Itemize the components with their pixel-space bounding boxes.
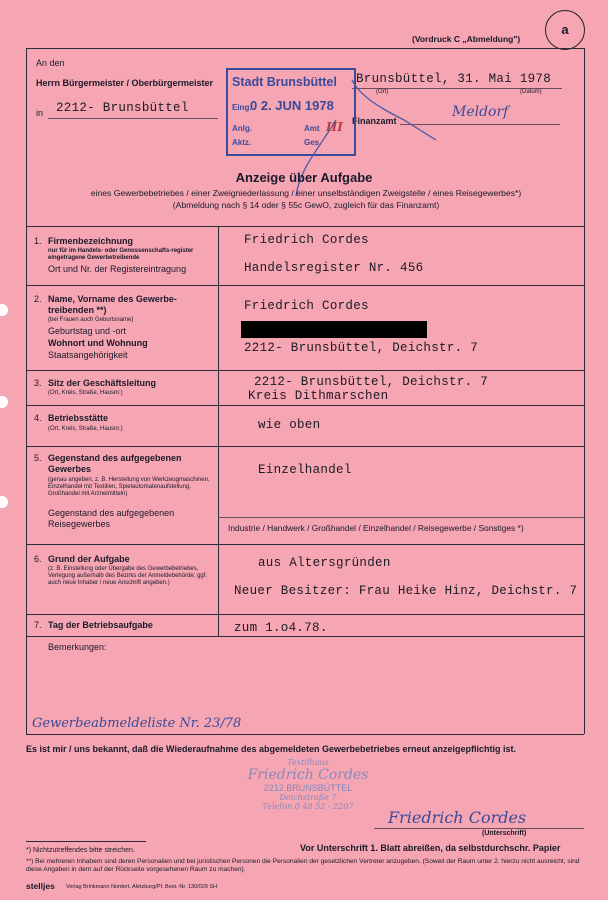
s3-value-1: 2212- Brunsbüttel, Deichstr. 7 <box>254 375 489 389</box>
s3-value-2: Kreis Dithmarschen <box>248 389 389 403</box>
s6-label: Grund der Aufgabe <box>48 554 130 564</box>
s2-label: Name, Vorname des Gewerbe-treibenden **) <box>48 294 177 315</box>
row-divider-6 <box>26 614 584 615</box>
s6-number: 6. <box>34 554 42 564</box>
s2-residence-label: Wohnort und Wohnung <box>48 338 148 348</box>
stamp-anl-label: Anlg. <box>232 124 252 133</box>
footnote-line <box>26 841 146 842</box>
s5-categories: Industrie / Handwerk / Großhandel / Einzelhandel / Reisegewerbe / Sonstiges *) <box>228 523 524 533</box>
form-title: Anzeige über Aufgabe <box>235 170 373 185</box>
signature: Friedrich Cordes <box>388 808 527 827</box>
s5-label-2: Gegenstand des aufgegebenen Reisegewerbes <box>48 508 175 529</box>
seal-street: Deichstraße 7 <box>279 793 337 802</box>
row-divider-4 <box>26 446 584 447</box>
s5-number: 5. <box>34 453 42 463</box>
stamp-ges-label: Ges. <box>304 138 322 147</box>
form-variant-label: (Vordruck C „Abmeldung") <box>412 34 521 44</box>
seal-city: 2212 BRUNSBÜTTEL <box>263 783 353 793</box>
place-date-value: Brunsbüttel, 31. Mai 1978 <box>356 72 552 86</box>
stamp-eing-label: Eing. <box>232 103 252 112</box>
s4-label: Betriebsstätte <box>48 413 109 423</box>
s2-nationality-label: Staatsangehörigkeit <box>48 350 128 360</box>
remarks-label: Bemerkungen: <box>48 642 107 652</box>
form-subtitle-2: (Abmeldung nach § 14 oder § 55c GewO, zugleich für das Finanzamt) <box>172 200 440 210</box>
s2-value-address: 2212- Brunsbüttel, Deichstr. 7 <box>244 341 479 355</box>
finanzamt-label: Finanzamt <box>352 116 397 126</box>
stamp-eing-date: 0 2. JUN 1978 <box>250 98 334 113</box>
footnote-2: **) Bei mehreren Inhabern sind deren Personalien und bei juristischen Personen die Personalien der gesetzlichen Vertreter anzugeben. (Soweit der Raum unter 2. hierzu nicht ausreicht, sind diese Angaben in dem auf der Rückseite vorgesehenen Raum zu machen). <box>26 858 580 873</box>
s5-label: Gegenstand des aufgegebenen Gewerbes <box>48 453 182 474</box>
s5-note: (genau angeben, z. B. Herstellung von Werkzeugmaschinen, Einzelhandel mit Textilien, Spielautomatenaufstellung, Großhandel mit Arzneimitteln) <box>48 477 210 497</box>
s2-birth-label: Geburtstag und -ort <box>48 326 127 336</box>
s3-number: 3. <box>34 378 42 388</box>
s7-value: zum 1.o4.78. <box>234 621 328 635</box>
s2-note: (bei Frauen auch Geburtsname) <box>48 317 134 323</box>
addressee-in-label: in <box>36 108 44 118</box>
s7-number: 7. <box>34 620 42 630</box>
row-divider-3 <box>26 405 584 406</box>
s3-label: Sitz der Geschäftsleitung <box>48 378 157 388</box>
seal-name: Friedrich Cordes <box>247 767 369 783</box>
company-seal <box>238 758 378 811</box>
s2-redacted-birthdate <box>241 321 427 338</box>
row-divider-7 <box>26 636 584 637</box>
publisher-brand: stelljes <box>26 881 55 891</box>
s6-value-2: Neuer Besitzer: Frau Heike Hinz, Deichstr. 7 <box>234 584 578 598</box>
s1-value-1: Friedrich Cordes <box>244 233 369 247</box>
row-divider-2 <box>26 370 584 371</box>
signature-line <box>374 828 584 829</box>
s6-value-1: aus Altersgründen <box>258 556 391 570</box>
s2-value-name: Friedrich Cordes <box>244 299 369 313</box>
s1-number: 1. <box>34 236 42 246</box>
form-subtitle-1: eines Gewerbebetriebes / einer Zweigniederlassung / einer unselbständigen Zweigstelle / eines Reisegewerbes*) <box>90 188 522 198</box>
table-top-line <box>26 226 584 227</box>
s5-value: Einzelhandel <box>258 463 352 477</box>
stamp-title: Stadt Brunsbüttel <box>232 75 337 89</box>
seal-phone: Telefon 0 48 52 - 2207 <box>262 802 354 811</box>
s1-note: nur für im Handels- oder Genossenschafts-register eingetragene Gewerbetreibende <box>48 248 194 261</box>
row-divider-5 <box>26 544 584 545</box>
row-5-inner-line <box>218 517 584 518</box>
date-label: (Datum) <box>520 89 542 95</box>
footer-statement: Es ist mir / uns bekannt, daß die Wiederaufnahme des abgemeldeten Gewerbebetriebes erneut anzeigepflichtig ist. <box>26 744 517 754</box>
place-label: (Ort) <box>376 89 389 95</box>
stamp-akt-label: Aktz. <box>232 138 252 147</box>
s6-note: (z. B. Einstellung oder Übergabe des Gewerbebetriebes, Verlegung außerhalb des Bezirks der Anmeldebehörde; ggf. auch neue Inhaber / neue Anschrift angeben.) <box>48 566 208 586</box>
signature-label: (Unterschrift) <box>482 830 527 837</box>
s2-number: 2. <box>34 294 42 304</box>
addressee-an-den: An den <box>36 58 65 68</box>
table-column-divider <box>218 226 219 636</box>
footnote-1: *) Nichtzutreffendes bitte streichen. <box>26 847 135 854</box>
addressee-city: 2212- Brunsbüttel <box>56 101 189 115</box>
addressee-mayor: Herrn Bürgermeister / Oberbürgermeister <box>36 78 214 88</box>
s4-value: wie oben <box>258 418 321 432</box>
publisher-info: Verlag Brinkmann Nordert. Aletzburg/Pf. Best.-Nr. 130/029 SH <box>66 884 218 890</box>
stamp-amt-label: Amt <box>304 124 320 133</box>
s1-label: Firmenbezeichnung <box>48 236 134 246</box>
stamp-amt-value: III <box>326 120 343 134</box>
seal-top: Textilhaus <box>287 758 329 767</box>
remarks-handwritten: Gewerbeabmeldeliste Nr. 23/78 <box>32 716 242 731</box>
s7-label: Tag der Betriebsaufgabe <box>48 620 153 630</box>
s4-number: 4. <box>34 413 42 423</box>
s4-note: (Ort, Kreis, Straße, Hausnr.) <box>48 426 123 432</box>
row-divider-1 <box>26 285 584 286</box>
form-letter-circle: a <box>545 10 585 50</box>
s1-label-2: Ort und Nr. der Registereintragung <box>48 264 187 274</box>
tear-off-instruction: Vor Unterschrift 1. Blatt abreißen, da selbstdurchschr. Papier <box>300 843 561 853</box>
finanzamt-value: Meldorf <box>452 104 509 120</box>
s3-note: (Ort, Kreis, Straße, Hausnr.) <box>48 390 123 396</box>
s1-value-2: Handelsregister Nr. 456 <box>244 261 424 275</box>
